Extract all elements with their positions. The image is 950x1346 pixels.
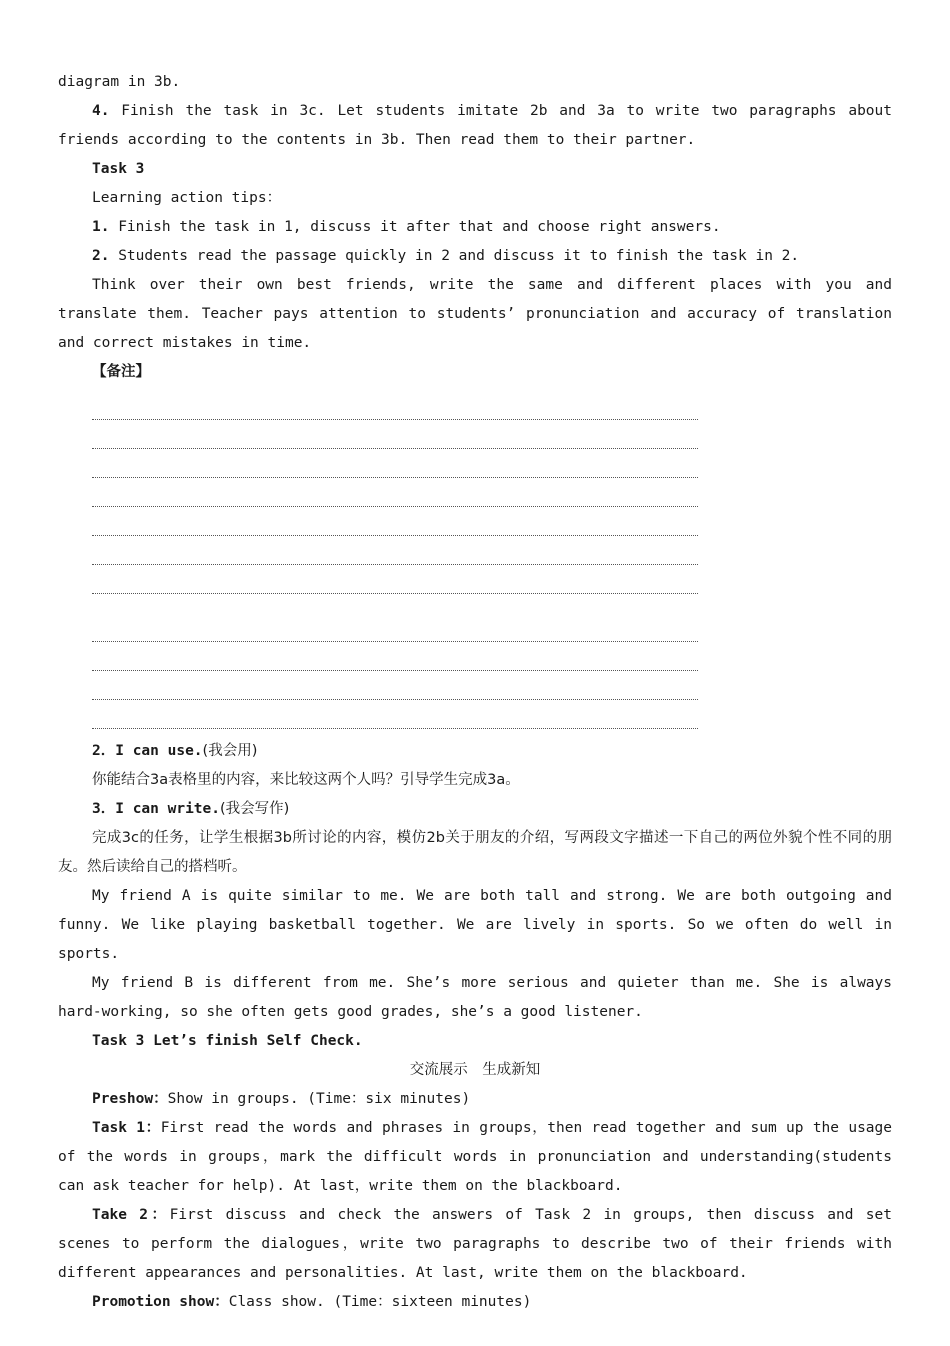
document-page bbox=[58, 68, 892, 1317]
take2-text: First discuss and check the answers of Task 2 in groups, then discuss and set scenes to perform the dialogues，write two paragraphs to describe two of their friends with different appearances and personalities. At last, write them on the blackboard. bbox=[58, 1207, 892, 1281]
task1-paragraph bbox=[58, 1114, 892, 1201]
task1-text: First read the words and phrases in groups，then read together and sum up the usage of the words in groups，mark the difficult words in pronunciation and understanding(students can ask teacher for help). At last，write them on the blackboard. bbox=[58, 1120, 892, 1194]
friend-b-paragraph: My friend B is different from me. She’s more serious and quieter than me. She is always hard-working, so she often gets good grades, she’s a good listener. bbox=[58, 975, 892, 1020]
continued-line: diagram in 3b. bbox=[58, 74, 181, 90]
write-heading bbox=[58, 795, 892, 824]
promotion-label: Promotion show： bbox=[92, 1294, 229, 1310]
tip-1-text: Finish the task in 1, discuss it after that and choose right answers. bbox=[118, 219, 721, 235]
write-heading-cn: (我会写作) bbox=[220, 801, 290, 817]
use-heading bbox=[58, 737, 892, 766]
task1-label: Task 1： bbox=[92, 1120, 161, 1136]
tip-2-number: 2. bbox=[92, 248, 110, 264]
friend-a-paragraph: My friend A is quite similar to me. We are both tall and strong. We are both outgoing and funny. We like playing basketball together. We are lively in sports. So we often do well in sports. bbox=[58, 888, 892, 962]
preshow-label: Preshow： bbox=[92, 1091, 168, 1107]
note-line bbox=[92, 671, 698, 700]
promotion-text: Class show. (Time：sixteen minutes) bbox=[228, 1294, 532, 1310]
note-line bbox=[92, 642, 698, 671]
notes-ruled-lines bbox=[58, 391, 892, 729]
use-heading-bold: 2．I can use. bbox=[92, 743, 203, 759]
item-4 bbox=[58, 97, 892, 155]
note-line bbox=[92, 420, 698, 449]
preshow-line bbox=[58, 1085, 892, 1114]
note-line bbox=[92, 507, 698, 536]
tip-2 bbox=[58, 242, 892, 271]
use-heading-cn: (我会用) bbox=[202, 743, 258, 759]
item-4-text: Finish the task in 3c. Let students imitate 2b and 3a to write two paragraphs about friends according to the contents in 3b. Then read them to their partner. bbox=[58, 103, 892, 148]
promotion-line bbox=[58, 1288, 892, 1317]
note-line bbox=[92, 565, 698, 594]
think-paragraph: Think over their own best friends, write the same and different places with you and translate them. Teacher pays attention to students’ pronunciation and accuracy of translation and correct mistakes in time. bbox=[58, 277, 892, 351]
tip-1-number: 1. bbox=[92, 219, 110, 235]
notes-label: 【备注】 bbox=[92, 364, 150, 380]
item-4-number: 4. bbox=[92, 103, 110, 119]
note-line bbox=[92, 478, 698, 507]
tip-2-text: Students read the passage quickly in 2 and discuss it to finish the task in 2. bbox=[118, 248, 800, 264]
self-check-heading: Task 3 Let’s finish Self Check. bbox=[92, 1033, 363, 1049]
take2-label: Take 2： bbox=[92, 1207, 170, 1223]
write-heading-bold: 3．I can write. bbox=[92, 801, 220, 817]
take2-paragraph bbox=[58, 1201, 892, 1288]
preshow-text: Show in groups. (Time：six minutes) bbox=[167, 1091, 471, 1107]
exchange-title: 交流展示 生成新知 bbox=[409, 1062, 541, 1078]
note-line bbox=[92, 391, 698, 420]
use-text: 你能结合3a表格里的内容，来比较这两个人吗？引导学生完成3a。 bbox=[92, 772, 520, 788]
note-line bbox=[92, 700, 698, 729]
write-text: 完成3c的任务，让学生根据3b所讨论的内容，模仿2b关于朋友的介绍，写两段文字描述一下自己的两位外貌个性不同的朋友。然后读给自己的搭档听。 bbox=[58, 830, 892, 875]
tips-label: Learning action tips： bbox=[92, 190, 282, 206]
note-line bbox=[92, 613, 698, 642]
note-line bbox=[92, 536, 698, 565]
note-line bbox=[92, 449, 698, 478]
tip-1 bbox=[58, 213, 892, 242]
task3-heading: Task 3 bbox=[92, 161, 145, 177]
